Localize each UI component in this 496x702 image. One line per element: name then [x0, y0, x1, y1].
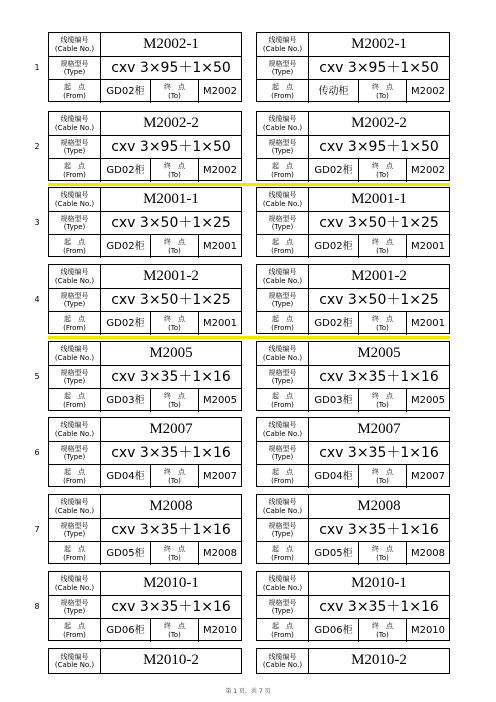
cable-number: M2010-2 [351, 652, 407, 669]
cable-label-left: 线缆编号 (Cable No.) M2001-2 规格型号 (Type) cxv 3×50＋1×25 起 点 (From) GD02柜 终 点 (To) M2001 [48, 264, 242, 334]
cable-from: GD02柜 [309, 159, 359, 182]
cable-label-left: 线缆编号 (Cable No.) M2010-2 [48, 648, 242, 674]
cable-type: cxv 3×35＋1×16 [111, 521, 231, 538]
cable-number: M2008 [149, 497, 193, 514]
cable-type: cxv 3×35＋1×16 [319, 368, 439, 385]
cable-number: M2007 [357, 420, 401, 437]
cable-label-left: 线缆编号 (Cable No.) M2002-2 规格型号 (Type) cxv 3×95＋1×50 起 点 (From) GD02柜 终 点 (To) M2002 [48, 111, 242, 181]
cable-label-row [0, 32, 496, 102]
cable-to: M2007 [410, 470, 446, 482]
cable-label-row [0, 264, 496, 334]
row-number: 4 [34, 294, 40, 304]
cable-type: cxv 3×50＋1×25 [111, 214, 231, 231]
cable-number: M2002-2 [143, 114, 199, 131]
page-footer: 第 1 页，共 7 页 [225, 688, 271, 695]
cable-type: cxv 3×35＋1×16 [111, 444, 231, 461]
cable-to: M2008 [202, 547, 238, 559]
cable-number: M2002-1 [351, 35, 407, 52]
cable-number: M2001-2 [143, 267, 199, 284]
cable-number: M2002-2 [351, 114, 407, 131]
cable-from: GD04柜 [309, 465, 359, 488]
row-number: 7 [34, 524, 40, 534]
cable-label-left: 线缆编号 (Cable No.) M2008 规格型号 (Type) cxv 3×35＋1×16 起 点 (From) GD05柜 终 点 (To) M2008 [48, 494, 242, 564]
cable-number: M2002-1 [143, 35, 199, 52]
cable-from: GD03柜 [309, 389, 359, 412]
cable-number: M2001-2 [351, 267, 407, 284]
cable-type: cxv 3×35＋1×16 [319, 598, 439, 615]
cable-label-left: 线缆编号 (Cable No.) M2005 规格型号 (Type) cxv 3×35＋1×16 起 点 (From) GD03柜 终 点 (To) M2005 [48, 341, 242, 411]
yellow-separator [48, 183, 450, 186]
cable-label-right: 线缆编号 (Cable No.) M2007 规格型号 (Type) cxv 3×35＋1×16 起 点 (From) GD04柜 终 点 (To) M2007 [256, 417, 450, 487]
cable-from: GD02柜 [101, 80, 151, 103]
yellow-separator [48, 336, 450, 339]
cable-number: M2010-1 [143, 574, 199, 591]
cable-to: M2001 [202, 240, 238, 252]
cable-from: GD03柜 [101, 389, 151, 412]
cable-to: M2008 [410, 547, 446, 559]
cable-to: M2002 [202, 85, 238, 97]
row-number: 3 [34, 217, 40, 227]
cable-number: M2001-1 [351, 190, 407, 207]
cable-from: GD02柜 [101, 235, 151, 258]
cable-label-row [0, 187, 496, 257]
cable-to: M2002 [202, 164, 238, 176]
cable-number: M2010-1 [351, 574, 407, 591]
cable-number: M2005 [357, 344, 401, 361]
cable-number: M2007 [149, 420, 193, 437]
row-number: 8 [34, 601, 40, 611]
cable-to: M2005 [202, 394, 238, 406]
cable-label-row [0, 111, 496, 181]
cable-label-row [0, 571, 496, 641]
cable-from: GD02柜 [309, 312, 359, 335]
cable-from: GD02柜 [309, 235, 359, 258]
cable-from: GD02柜 [101, 312, 151, 335]
cable-label-right: 线缆编号 (Cable No.) M2001-1 规格型号 (Type) cxv 3×50＋1×25 起 点 (From) GD02柜 终 点 (To) M2001 [256, 187, 450, 257]
cable-type: cxv 3×95＋1×50 [319, 59, 439, 76]
cable-type: cxv 3×95＋1×50 [319, 138, 439, 155]
row-number: 2 [34, 141, 40, 151]
cable-to: M2007 [202, 470, 238, 482]
cable-label-right: 线缆编号 (Cable No.) M2002-2 规格型号 (Type) cxv 3×95＋1×50 起 点 (From) GD02柜 终 点 (To) M2002 [256, 111, 450, 181]
cable-label-right: 线缆编号 (Cable No.) M2010-2 [256, 648, 450, 674]
cable-label-right: 线缆编号 (Cable No.) M2008 规格型号 (Type) cxv 3×35＋1×16 起 点 (From) GD05柜 终 点 (To) M2008 [256, 494, 450, 564]
cable-number: M2010-2 [143, 652, 199, 669]
cable-from: GD06柜 [101, 619, 151, 642]
cable-from: 传动柜 [309, 80, 359, 103]
row-number: 6 [34, 447, 40, 457]
cable-label-right: 线缆编号 (Cable No.) M2001-2 规格型号 (Type) cxv 3×50＋1×25 起 点 (From) GD02柜 终 点 (To) M2001 [256, 264, 450, 334]
cable-from: GD02柜 [101, 159, 151, 182]
cable-to: M2005 [410, 394, 446, 406]
cable-to: M2002 [410, 164, 446, 176]
cable-label-row [0, 341, 496, 411]
cable-type: cxv 3×35＋1×16 [111, 598, 231, 615]
cable-label-left: 线缆编号 (Cable No.) M2002-1 规格型号 (Type) cxv 3×95＋1×50 起 点 (From) GD02柜 终 点 (To) M2002 [48, 32, 242, 102]
cable-to: M2001 [410, 317, 446, 329]
cable-number: M2008 [357, 497, 401, 514]
row-number: 5 [34, 371, 40, 381]
cable-number: M2005 [149, 344, 193, 361]
cable-label-right: 线缆编号 (Cable No.) M2005 规格型号 (Type) cxv 3×35＋1×16 起 点 (From) GD03柜 终 点 (To) M2005 [256, 341, 450, 411]
cable-label-row [0, 494, 496, 564]
cable-to: M2002 [410, 85, 446, 97]
cable-label-right: 线缆编号 (Cable No.) M2002-1 规格型号 (Type) cxv 3×95＋1×50 起 点 (From) 传动柜 终 点 (To) M2002 [256, 32, 450, 102]
cable-label-left: 线缆编号 (Cable No.) M2001-1 规格型号 (Type) cxv 3×50＋1×25 起 点 (From) GD02柜 终 点 (To) M2001 [48, 187, 242, 257]
cable-label-row [0, 417, 496, 487]
cable-type: cxv 3×50＋1×25 [111, 291, 231, 308]
cable-to: M2010 [202, 624, 238, 636]
cable-type: cxv 3×35＋1×16 [319, 521, 439, 538]
cable-from: GD06柜 [309, 619, 359, 642]
cable-type: cxv 3×50＋1×25 [319, 291, 439, 308]
cable-label-row-partial [0, 648, 496, 674]
cable-type: cxv 3×95＋1×50 [111, 59, 231, 76]
cable-type: cxv 3×35＋1×16 [111, 368, 231, 385]
row-number: 1 [34, 62, 40, 72]
cable-to: M2010 [410, 624, 446, 636]
cable-label-left: 线缆编号 (Cable No.) M2010-1 规格型号 (Type) cxv 3×35＋1×16 起 点 (From) GD06柜 终 点 (To) M2010 [48, 571, 242, 641]
cable-type: cxv 3×50＋1×25 [319, 214, 439, 231]
cable-from: GD05柜 [309, 542, 359, 565]
cable-to: M2001 [410, 240, 446, 252]
cable-label-left: 线缆编号 (Cable No.) M2007 规格型号 (Type) cxv 3×35＋1×16 起 点 (From) GD04柜 终 点 (To) M2007 [48, 417, 242, 487]
cable-type: cxv 3×95＋1×50 [111, 138, 231, 155]
cable-from: GD04柜 [101, 465, 151, 488]
cable-from: GD05柜 [101, 542, 151, 565]
cable-label-right: 线缆编号 (Cable No.) M2010-1 规格型号 (Type) cxv 3×35＋1×16 起 点 (From) GD06柜 终 点 (To) M2010 [256, 571, 450, 641]
cable-number: M2001-1 [143, 190, 199, 207]
cable-type: cxv 3×35＋1×16 [319, 444, 439, 461]
cable-to: M2001 [202, 317, 238, 329]
